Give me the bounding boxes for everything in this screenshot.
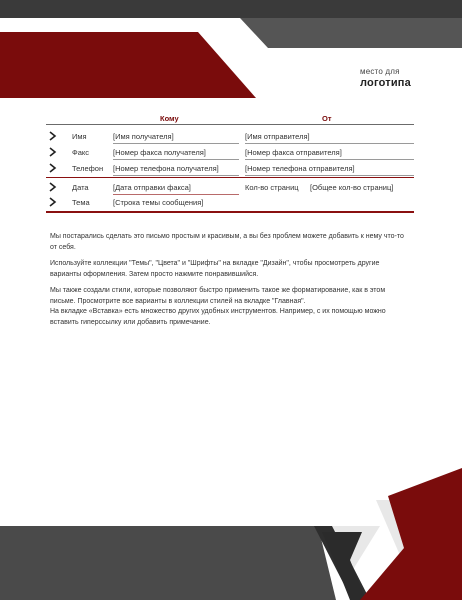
sender-name[interactable]: [Имя отправителя] [245, 132, 310, 141]
sender-fax[interactable]: [Номер факса отправителя] [245, 148, 342, 157]
recipient-phone[interactable]: [Номер телефона получателя] [113, 164, 219, 173]
section-separator [46, 177, 414, 178]
logo-line-1: место для [360, 67, 400, 76]
top-left-red-block [0, 32, 256, 98]
sender-phone[interactable]: [Номер телефона отправителя] [245, 164, 355, 173]
subject-label: Тема [72, 198, 90, 207]
phone-row [46, 160, 414, 176]
fax-date[interactable]: [Дата отправки факса] [113, 183, 191, 192]
body-paragraph: Используйте коллекции "Темы", "Цвета" и "Шрифты" на вкладке "Дизайн", чтобы просмотреть другие варианты оформления. Затем просто нажмите понравившийся. [50, 260, 380, 278]
body-paragraph: Мы также создали стили, которые позволяют быстро применить такое же форматирование, как в этом письме. Просмотрите все варианты в коллекции стилей на вкладке "Главная". [50, 287, 386, 305]
fax-row [46, 144, 414, 160]
subject-value[interactable]: [Строка темы сообщения] [113, 198, 204, 207]
chevron-right-icon [48, 131, 58, 141]
page-count[interactable]: [Общее кол-во страниц] [310, 183, 394, 192]
chevron-right-icon [48, 182, 58, 192]
recipient-phone-underline [113, 175, 239, 176]
table-bottom-border [46, 211, 414, 213]
fax-label: Факс [72, 148, 89, 157]
chevron-right-icon [48, 147, 58, 157]
phone-label: Телефон [72, 164, 104, 173]
chevron-right-icon [48, 197, 58, 207]
name-row [46, 128, 414, 144]
chevron-right-icon [48, 163, 58, 173]
logo-line-2: логотипа [360, 77, 411, 89]
to-header: Кому [160, 114, 179, 123]
message-body [50, 232, 408, 334]
pages-label: Кол-во страниц [245, 183, 299, 192]
recipient-fax[interactable]: [Номер факса получателя] [113, 148, 206, 157]
top-right-gray-block [240, 18, 462, 48]
body-paragraph: На вкладке «Вставка» есть множество других удобных инструментов. Например, с их помощью можно вставить гиперссылку или добавить примечание. [50, 308, 386, 326]
header-separator [46, 124, 414, 125]
date-row [46, 179, 414, 195]
from-header: От [322, 114, 332, 123]
bottom-gray-bar [0, 526, 336, 600]
body-paragraph: Мы постарались сделать это письмо простым и красивым, а вы без проблем можете добавить к нему что-то от себя. [50, 233, 404, 251]
top-gray-band [0, 0, 462, 18]
logo-placeholder [360, 68, 450, 89]
date-label: Дата [72, 183, 89, 192]
subject-row [46, 194, 414, 210]
recipient-name[interactable]: [Имя получателя] [113, 132, 174, 141]
name-label: Имя [72, 132, 87, 141]
sender-phone-underline [245, 175, 414, 176]
